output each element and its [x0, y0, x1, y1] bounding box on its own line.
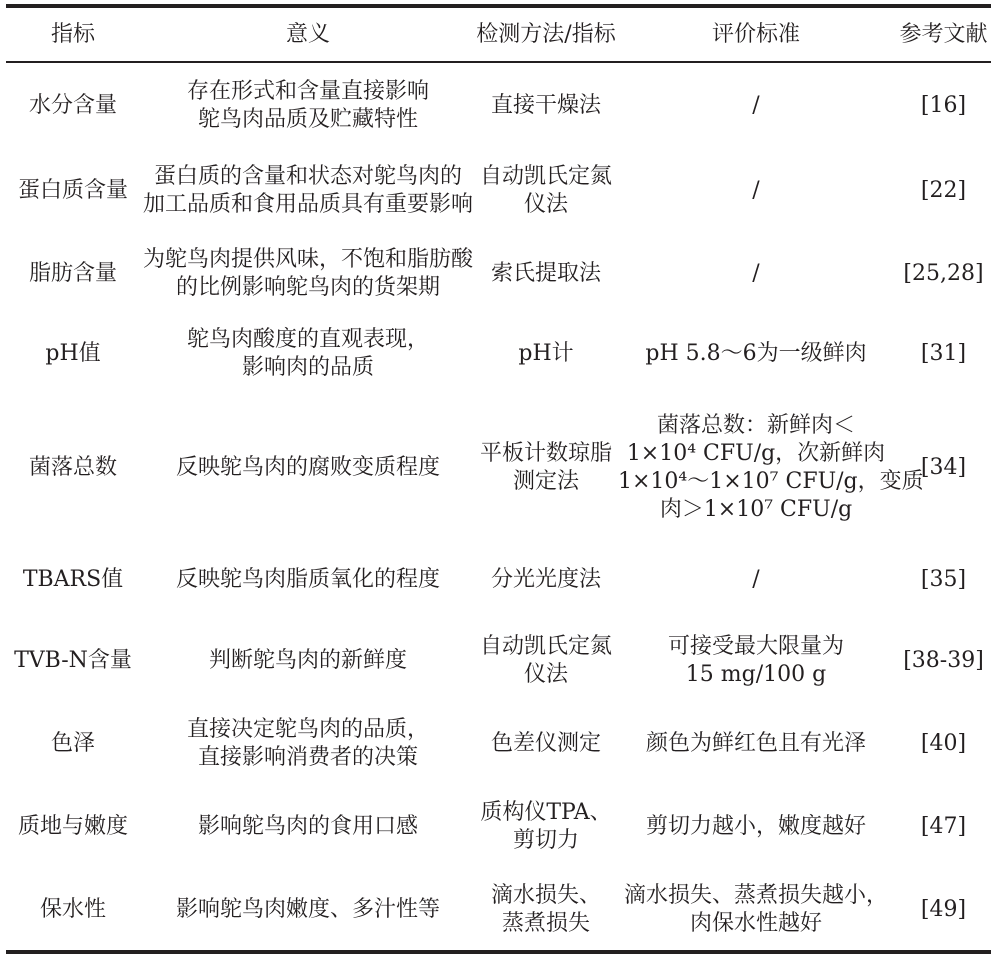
cell-criteria: [616, 542, 896, 618]
cell-criteria-line: pH 5.8～6为一级鲜肉: [645, 341, 867, 366]
cell-reference: [35]: [920, 567, 967, 592]
cell-criteria-line: /: [752, 567, 760, 592]
cell-criteria: [616, 394, 924, 542]
cell-method-line: 剪切力: [512, 828, 579, 853]
table-body: [6, 62, 991, 952]
cell-criteria-line: 可接受最大限量为: [667, 634, 844, 659]
cell-indicator: TBARS值: [22, 567, 124, 592]
cell-meaning-line: 存在形式和含量直接影响: [186, 78, 429, 104]
cell-method-line: 平板计数琼脂: [479, 441, 612, 466]
table-row: [6, 314, 991, 394]
cell-method-line: 质构仪TPA、: [480, 800, 612, 825]
table-row: [6, 62, 991, 148]
cell-indicator: 保水性: [6, 870, 140, 952]
cell-meaning-line: 直接影响消费者的决策: [197, 745, 418, 770]
cell-criteria-line: 1×10⁴ CFU/g，次新鲜肉: [626, 441, 886, 466]
cell-meaning-line: 蛋白质的含量和状态对鸵鸟肉的: [153, 164, 462, 189]
table-row: [6, 784, 991, 870]
cell-criteria: [616, 314, 896, 394]
cell-indicator: 蛋白质含量: [17, 178, 128, 203]
cell-method-line: 直接干燥法: [490, 92, 601, 118]
cell-reference: [25,28]: [903, 261, 984, 286]
header-criteria: 评价标准: [616, 6, 896, 62]
cell-criteria: [616, 618, 896, 704]
cell-criteria-line: 肉＞1×10⁷ CFU/g: [659, 497, 853, 522]
cell-reference: [34]: [920, 455, 967, 480]
cell-criteria-line: 1×10⁴～1×10⁷ CFU/g，变质: [618, 469, 924, 494]
cell-method-line: 索氏提取法: [490, 261, 601, 286]
table-row: [6, 148, 991, 234]
cell-method: [476, 704, 616, 784]
cell-criteria-line: /: [752, 261, 760, 286]
cell-method: [476, 542, 616, 618]
cell-method: [476, 314, 616, 394]
cell-indicator: TVB-N含量: [14, 648, 132, 673]
table-row: [6, 704, 991, 784]
cell-meaning-line: 反映鸵鸟肉脂质氧化的程度: [175, 567, 440, 592]
header-indicator: 指标: [6, 6, 140, 62]
cell-meaning: [140, 314, 476, 394]
cell-method: [476, 148, 616, 234]
cell-meaning-line: 直接决定鸵鸟肉的品质，: [186, 717, 429, 742]
table-row: [6, 394, 991, 542]
cell-meaning-line: 鸵鸟肉品质及贮藏特性: [197, 106, 418, 132]
cell-indicator: 质地与嫩度: [17, 814, 128, 839]
table-row: [6, 234, 991, 314]
cell-indicator: 色泽: [50, 731, 95, 756]
header-reference: 参考文献: [896, 6, 991, 62]
cell-criteria-line: 15 mg/100 g: [685, 662, 827, 687]
cell-method-line: 自动凯氏定氮: [479, 634, 612, 659]
cell-method: [476, 618, 616, 704]
cell-criteria-line: /: [752, 92, 760, 118]
cell-criteria: [616, 234, 896, 314]
cell-method-line: 蒸煮损失: [501, 911, 590, 936]
indicator-table: [6, 4, 991, 954]
cell-meaning: [140, 148, 476, 234]
cell-indicator: 脂肪含量: [28, 261, 117, 286]
cell-reference: [49]: [896, 870, 991, 952]
cell-method: [476, 870, 616, 952]
cell-method-line: 分光光度法: [490, 567, 601, 592]
cell-meaning-line: 反映鸵鸟肉的腐败变质程度: [175, 455, 440, 480]
cell-reference: [47]: [920, 814, 967, 839]
cell-criteria-line: 剪切力越小，嫩度越好: [645, 814, 866, 839]
cell-method: [476, 234, 616, 314]
cell-criteria-line: 肉保水性越好: [689, 911, 822, 936]
cell-meaning-line: 判断鸵鸟肉的新鲜度: [208, 648, 407, 673]
cell-meaning: [140, 618, 476, 704]
cell-meaning-line: 鸵鸟肉酸度的直观表现，: [186, 327, 429, 352]
table-header: [6, 6, 991, 62]
cell-method-line: 仪法: [523, 662, 568, 687]
cell-method: [476, 784, 616, 870]
cell-method-line: 滴水损失、: [490, 883, 601, 908]
cell-meaning: [140, 704, 476, 784]
cell-meaning: [140, 62, 476, 148]
table-row: [6, 870, 991, 952]
cell-reference: [40]: [920, 731, 967, 756]
cell-reference: [31]: [920, 341, 967, 366]
cell-criteria-line: 滴水损失、蒸煮损失越小，: [623, 883, 888, 908]
cell-reference: [38-39]: [903, 648, 984, 673]
cell-method-line: pH计: [518, 341, 574, 366]
table-row: [6, 618, 991, 704]
cell-meaning: [140, 394, 476, 542]
cell-method-line: 测定法: [512, 469, 579, 494]
cell-criteria: [616, 148, 896, 234]
cell-meaning: [140, 234, 476, 314]
cell-criteria: [616, 784, 896, 870]
cell-meaning-line: 的比例影响鸵鸟肉的货架期: [175, 275, 440, 300]
cell-reference: [16]: [920, 92, 967, 118]
cell-meaning-line: 为鸵鸟肉提供风味，不饱和脂肪酸: [142, 247, 473, 272]
cell-criteria: [616, 704, 896, 784]
cell-meaning-line: 影响鸵鸟肉的食用口感: [197, 814, 418, 839]
cell-method-line: 仪法: [523, 192, 568, 217]
cell-meaning: [140, 870, 476, 952]
table-row: [6, 542, 991, 618]
cell-meaning-line: 影响肉的品质: [241, 355, 374, 380]
cell-indicator: 菌落总数: [28, 455, 117, 480]
header-method: 检测方法/指标: [476, 6, 616, 62]
cell-method-line: 自动凯氏定氮: [479, 164, 612, 189]
cell-method: [476, 394, 616, 542]
cell-criteria: [616, 870, 896, 952]
header-meaning: 意义: [140, 6, 476, 62]
header-row: [6, 6, 991, 62]
cell-method: [476, 62, 616, 148]
cell-meaning: [140, 784, 476, 870]
cell-reference: [22]: [920, 178, 967, 203]
cell-indicator: pH值: [45, 341, 101, 366]
cell-criteria-line: 颜色为鲜红色且有光泽: [645, 731, 866, 756]
cell-criteria-line: 菌落总数：新鲜肉＜: [656, 413, 855, 438]
cell-criteria: [616, 62, 896, 148]
cell-method-line: 色差仪测定: [490, 731, 601, 756]
cell-indicator: 水分含量: [28, 92, 117, 118]
cell-meaning: [140, 542, 476, 618]
cell-criteria-line: /: [752, 178, 760, 203]
cell-meaning-line: 加工品质和食用品质具有重要影响: [142, 192, 473, 217]
cell-meaning-line: 影响鸵鸟肉嫩度、多汁性等: [175, 897, 440, 922]
